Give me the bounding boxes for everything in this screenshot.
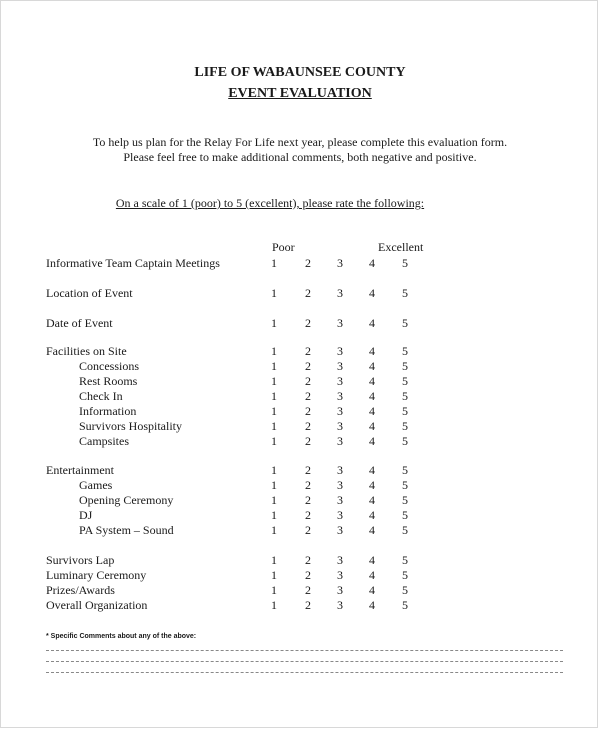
form-title: LIFE OF WABAUNSEE COUNTY <box>194 65 406 80</box>
rating-option[interactable]: 5 <box>402 359 408 373</box>
rating-option[interactable]: 5 <box>402 286 408 300</box>
rating-option[interactable]: 4 <box>369 374 375 388</box>
rating-item-label: Survivors Hospitality <box>79 419 183 433</box>
rating-row <box>0 598 600 613</box>
rating-row <box>0 389 600 404</box>
rating-option[interactable]: 2 <box>305 344 311 358</box>
rating-option[interactable]: 2 <box>305 404 311 418</box>
rating-option[interactable]: 5 <box>402 344 408 358</box>
rating-option[interactable]: 3 <box>337 419 343 433</box>
rating-option[interactable]: 2 <box>305 598 311 612</box>
rating-option[interactable]: 2 <box>305 463 311 477</box>
rating-option[interactable]: 3 <box>337 493 343 507</box>
rating-item-label: Campsites <box>79 434 129 448</box>
rating-option[interactable]: 1 <box>271 256 277 270</box>
rating-item-label: DJ <box>79 508 93 522</box>
rating-option[interactable]: 4 <box>369 508 375 522</box>
rating-row <box>0 419 600 434</box>
rating-option[interactable]: 1 <box>271 419 277 433</box>
rating-option[interactable]: 1 <box>271 478 277 492</box>
rating-row <box>0 463 600 478</box>
rating-option[interactable]: 4 <box>369 256 375 270</box>
rating-row <box>0 286 600 301</box>
rating-item-label: Location of Event <box>46 286 133 300</box>
rating-option[interactable]: 4 <box>369 583 375 597</box>
rating-option[interactable]: 4 <box>369 568 375 582</box>
rating-option[interactable]: 3 <box>337 463 343 477</box>
rating-option[interactable]: 3 <box>337 434 343 448</box>
rating-option[interactable]: 4 <box>369 404 375 418</box>
comments-label: * Specific Comments about any of the above: <box>46 633 197 640</box>
rating-option[interactable]: 3 <box>337 316 343 330</box>
rating-option[interactable]: 1 <box>271 374 277 388</box>
rating-item-label: Check In <box>79 389 123 403</box>
rating-option[interactable]: 4 <box>369 344 375 358</box>
rating-option[interactable]: 4 <box>369 316 375 330</box>
rating-item-label: Overall Organization <box>46 598 148 612</box>
rating-option[interactable]: 2 <box>305 478 311 492</box>
comment-line[interactable] <box>46 672 563 673</box>
rating-option[interactable]: 3 <box>337 553 343 567</box>
rating-item-label: Survivors Lap <box>46 553 115 567</box>
rating-option[interactable]: 1 <box>271 389 277 403</box>
rating-item-label: Date of Event <box>46 316 113 330</box>
rating-item-label: Prizes/Awards <box>46 583 115 597</box>
poor-header: Poor <box>272 240 295 254</box>
rating-option[interactable]: 3 <box>337 523 343 537</box>
rating-option[interactable]: 2 <box>305 493 311 507</box>
rating-option[interactable]: 1 <box>271 583 277 597</box>
rating-option[interactable]: 2 <box>305 389 311 403</box>
rating-item-label: Information <box>79 404 137 418</box>
rating-option[interactable]: 4 <box>369 523 375 537</box>
rating-item-label: Luminary Ceremony <box>46 568 147 582</box>
rating-row <box>0 568 600 583</box>
rating-option[interactable]: 4 <box>369 478 375 492</box>
rating-row <box>0 404 600 419</box>
rating-option[interactable]: 5 <box>402 493 408 507</box>
rating-option[interactable]: 4 <box>369 286 375 300</box>
rating-option[interactable]: 2 <box>305 568 311 582</box>
rating-row <box>0 316 600 331</box>
rating-option[interactable]: 5 <box>402 389 408 403</box>
rating-option[interactable]: 5 <box>402 568 408 582</box>
rating-item-label: Opening Ceremony <box>79 493 174 507</box>
rating-option[interactable]: 5 <box>402 523 408 537</box>
rating-option[interactable]: 2 <box>305 316 311 330</box>
rating-option[interactable]: 3 <box>337 404 343 418</box>
rating-option[interactable]: 3 <box>337 389 343 403</box>
rating-option[interactable]: 4 <box>369 493 375 507</box>
comment-line[interactable] <box>46 650 563 651</box>
rating-option[interactable]: 5 <box>402 478 408 492</box>
rating-option[interactable]: 4 <box>369 598 375 612</box>
rating-option[interactable]: 5 <box>402 374 408 388</box>
rating-option[interactable]: 3 <box>337 568 343 582</box>
rating-row <box>0 359 600 374</box>
rating-option[interactable]: 1 <box>271 493 277 507</box>
rating-item-label: Concessions <box>79 359 139 373</box>
rating-option[interactable]: 3 <box>337 598 343 612</box>
rating-option[interactable]: 3 <box>337 286 343 300</box>
rating-option[interactable]: 1 <box>271 463 277 477</box>
intro-line-2: Please feel free to make additional comments, both negative and positive. <box>123 150 477 164</box>
rating-row <box>0 478 600 493</box>
rating-row <box>0 374 600 389</box>
rating-option[interactable]: 1 <box>271 553 277 567</box>
rating-item-label: Entertainment <box>46 463 114 477</box>
rating-option[interactable]: 2 <box>305 419 311 433</box>
rating-option[interactable]: 2 <box>305 508 311 522</box>
rating-row <box>0 434 600 449</box>
rating-option[interactable]: 2 <box>305 286 311 300</box>
rating-item-label: Facilities on Site <box>46 344 127 358</box>
rating-option[interactable]: 1 <box>271 568 277 582</box>
rating-option[interactable]: 5 <box>402 434 408 448</box>
rating-item-label: PA System – Sound <box>79 523 174 537</box>
rating-option[interactable]: 5 <box>402 404 408 418</box>
intro-text <box>0 135 600 165</box>
rating-option[interactable]: 3 <box>337 478 343 492</box>
rating-row <box>0 523 600 538</box>
rating-option[interactable]: 2 <box>305 374 311 388</box>
rating-option[interactable]: 1 <box>271 598 277 612</box>
rating-option[interactable]: 5 <box>402 256 408 270</box>
rating-option[interactable]: 5 <box>402 508 408 522</box>
rating-option[interactable]: 1 <box>271 359 277 373</box>
rating-option[interactable]: 1 <box>271 434 277 448</box>
rating-row <box>0 508 600 523</box>
rating-option[interactable]: 5 <box>402 553 408 567</box>
rating-option[interactable]: 4 <box>369 463 375 477</box>
rating-option[interactable]: 5 <box>402 316 408 330</box>
rating-option[interactable]: 4 <box>369 389 375 403</box>
rating-row <box>0 344 600 359</box>
rating-option[interactable]: 4 <box>369 434 375 448</box>
rating-option[interactable]: 4 <box>369 359 375 373</box>
rating-item-label: Rest Rooms <box>79 374 138 388</box>
rating-row <box>0 493 600 508</box>
rating-option[interactable]: 2 <box>305 523 311 537</box>
rating-option[interactable]: 2 <box>305 359 311 373</box>
rating-row <box>0 256 600 271</box>
rating-option[interactable]: 4 <box>369 553 375 567</box>
rating-option[interactable]: 2 <box>305 583 311 597</box>
scale-instruction: On a scale of 1 (poor) to 5 (excellent), please rate the following: <box>115 196 425 210</box>
rating-option[interactable]: 2 <box>305 553 311 567</box>
rating-option[interactable]: 1 <box>271 523 277 537</box>
rating-option[interactable]: 5 <box>402 598 408 612</box>
rating-option[interactable]: 1 <box>271 404 277 418</box>
intro-line-1: To help us plan for the Relay For Life next year, please complete this evaluation form. <box>92 135 508 149</box>
rating-option[interactable]: 2 <box>305 256 311 270</box>
rating-option[interactable]: 1 <box>271 286 277 300</box>
rating-option[interactable]: 1 <box>271 316 277 330</box>
rating-item-label: Games <box>79 478 113 492</box>
rating-option[interactable]: 4 <box>369 419 375 433</box>
comment-line[interactable] <box>46 661 563 662</box>
rating-option[interactable]: 5 <box>402 419 408 433</box>
rating-row <box>0 553 600 568</box>
rating-option[interactable]: 3 <box>337 583 343 597</box>
rating-option[interactable]: 5 <box>402 463 408 477</box>
rating-option[interactable]: 3 <box>337 256 343 270</box>
rating-option[interactable]: 2 <box>305 434 311 448</box>
rating-row <box>0 583 600 598</box>
rating-item-label: Informative Team Captain Meetings <box>46 256 220 270</box>
rating-option[interactable]: 3 <box>337 374 343 388</box>
rating-option[interactable]: 3 <box>337 508 343 522</box>
rating-option[interactable]: 5 <box>402 583 408 597</box>
rating-option[interactable]: 3 <box>337 359 343 373</box>
form-subtitle: EVENT EVALUATION <box>228 86 372 101</box>
rating-option[interactable]: 1 <box>271 344 277 358</box>
rating-option[interactable]: 1 <box>271 508 277 522</box>
rating-option[interactable]: 3 <box>337 344 343 358</box>
excellent-header: Excellent <box>378 240 424 254</box>
